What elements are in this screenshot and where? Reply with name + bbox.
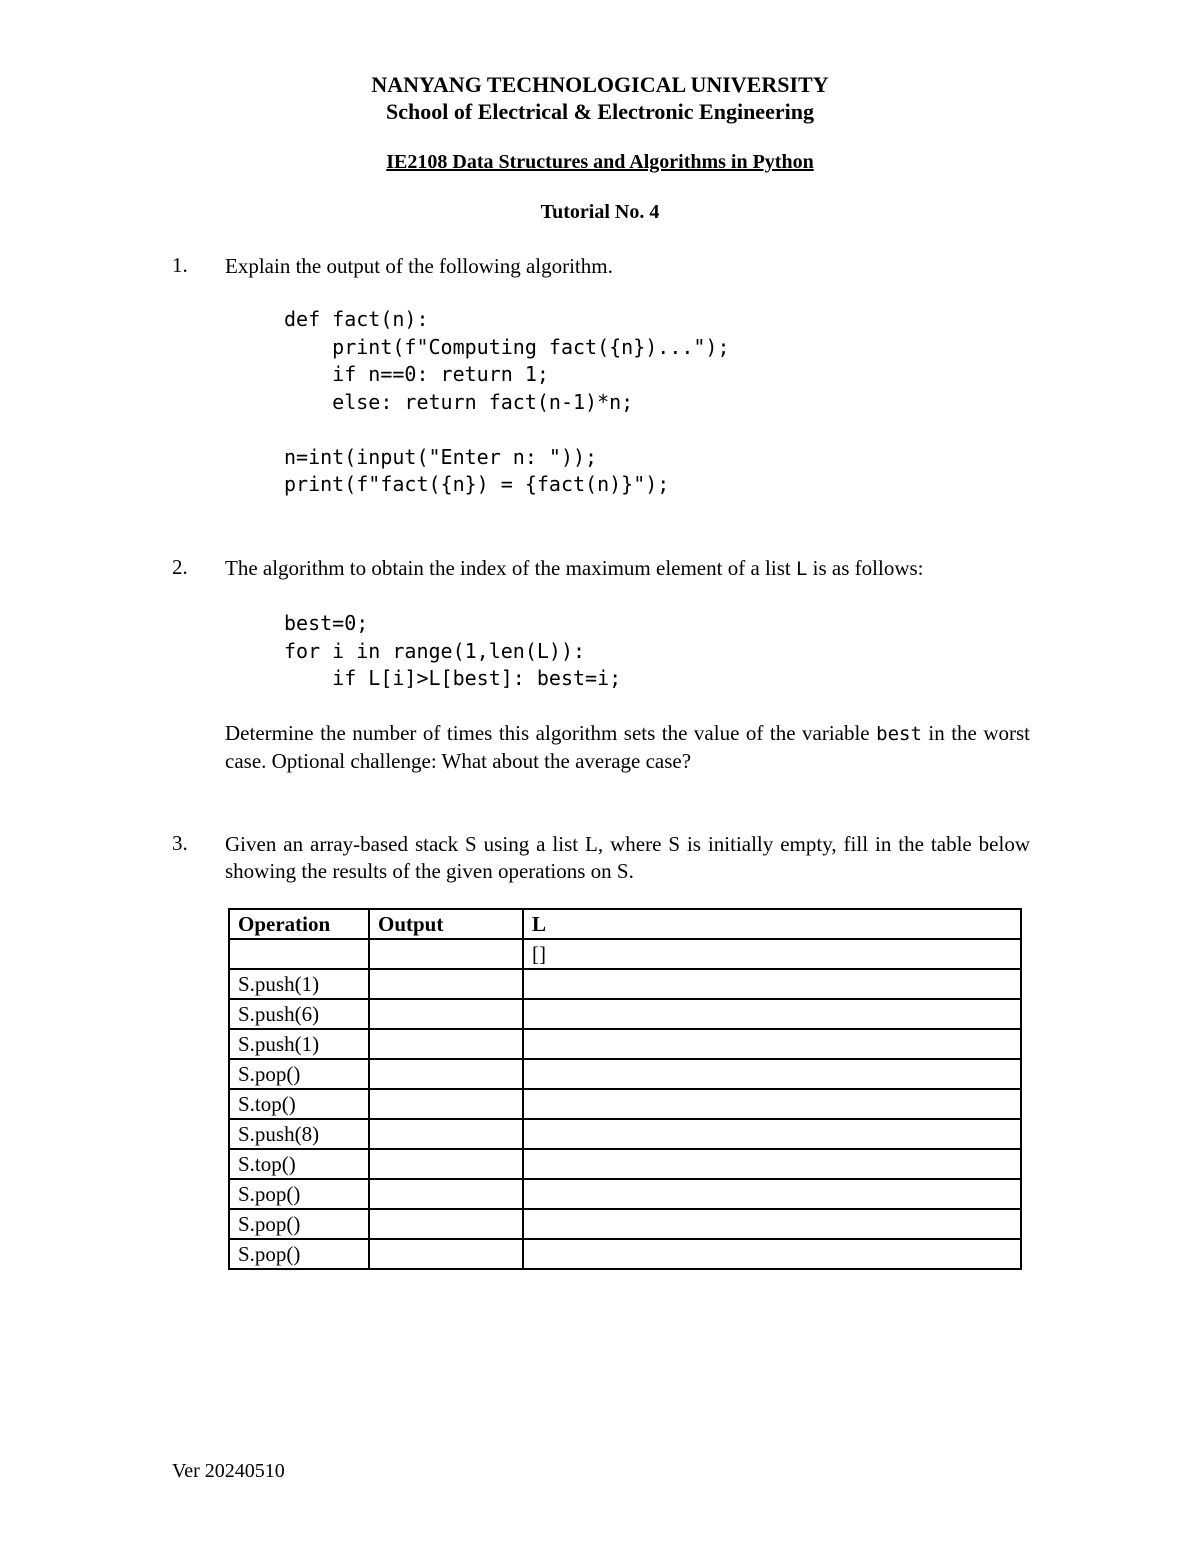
output-cell[interactable]	[369, 1059, 523, 1089]
question-3-text: Given an array-based stack S using a list L, where S is initially empty, fill in the table below showing the results of the given operations on S.	[225, 832, 1030, 883]
question-2-number: 2.	[172, 555, 188, 579]
header-l: L	[523, 909, 1021, 939]
list-cell[interactable]	[523, 1209, 1021, 1239]
operation-cell[interactable]: S.push(1)	[229, 969, 369, 999]
question-2-followup-b: in the worst case. Optional challenge: What about the average case?	[225, 721, 1030, 773]
version-footer: Ver 20240510	[172, 1460, 285, 1482]
question-1-code: def fact(n): print(f"Computing fact({n})..."); if n==0: return 1; else: return fact(n-1)*n; n=int(input("Enter n: ")); print(f"fact({n}) = {fact(n)}");	[284, 307, 730, 496]
operation-cell[interactable]: S.pop()	[229, 1179, 369, 1209]
question-2-var-best: best	[876, 723, 922, 745]
list-cell[interactable]	[523, 1089, 1021, 1119]
operation-cell[interactable]: S.push(1)	[229, 1029, 369, 1059]
question-1-text: Explain the output of the following algorithm.	[225, 254, 613, 278]
course-title-text: IE2108 Data Structures and Algorithms in Python	[386, 151, 814, 173]
output-cell[interactable]	[369, 1089, 523, 1119]
question-2-followup-a: Determine the number of times this algorithm sets the value of the variable	[225, 721, 877, 745]
output-cell[interactable]	[369, 969, 523, 999]
table-row	[229, 1089, 1021, 1119]
operation-cell[interactable]	[229, 939, 369, 969]
header-output: Output	[369, 909, 523, 939]
operation-cell[interactable]: S.push(8)	[229, 1119, 369, 1149]
table-row	[229, 1029, 1021, 1059]
table-row	[229, 1179, 1021, 1209]
question-2-text	[225, 555, 1030, 583]
stack-operations-table	[228, 908, 1022, 1270]
list-cell[interactable]	[523, 1119, 1021, 1149]
course-title	[0, 151, 1200, 174]
table-row	[229, 999, 1021, 1029]
question-2-code: best=0; for i in range(1,len(L)): if L[i]>L[best]: best=i;	[284, 611, 622, 690]
table-row	[229, 969, 1021, 999]
output-cell[interactable]	[369, 999, 523, 1029]
question-3-number: 3.	[172, 831, 188, 855]
table-row	[229, 1059, 1021, 1089]
table-row	[229, 1149, 1021, 1179]
table-row	[229, 1209, 1021, 1239]
output-cell[interactable]	[369, 1029, 523, 1059]
operation-cell[interactable]: S.pop()	[229, 1209, 369, 1239]
question-2-followup	[225, 720, 1030, 775]
header-operation: Operation	[229, 909, 369, 939]
school-name: School of Electrical & Electronic Engineering	[386, 99, 814, 124]
list-cell[interactable]	[523, 1029, 1021, 1059]
university-name: NANYANG TECHNOLOGICAL UNIVERSITY	[371, 72, 829, 97]
output-cell[interactable]	[369, 1149, 523, 1179]
tutorial-number: Tutorial No. 4	[540, 201, 660, 223]
table-header-row	[229, 909, 1021, 939]
list-cell[interactable]	[523, 1179, 1021, 1209]
output-cell[interactable]	[369, 1119, 523, 1149]
operation-cell[interactable]: S.top()	[229, 1149, 369, 1179]
question-2-text-b: is as follows:	[807, 556, 924, 580]
table-row	[229, 1239, 1021, 1269]
question-2-var-l: L	[795, 558, 808, 580]
list-cell[interactable]	[523, 1059, 1021, 1089]
list-cell[interactable]	[523, 1239, 1021, 1269]
operation-cell[interactable]: S.pop()	[229, 1059, 369, 1089]
output-cell[interactable]	[369, 1239, 523, 1269]
list-cell[interactable]	[523, 969, 1021, 999]
table-row	[229, 939, 1021, 969]
operation-cell[interactable]: S.top()	[229, 1089, 369, 1119]
question-2-text-a: The algorithm to obtain the index of the maximum element of a list	[225, 556, 796, 580]
operation-cell[interactable]: S.pop()	[229, 1239, 369, 1269]
output-cell[interactable]	[369, 1179, 523, 1209]
table-row	[229, 1119, 1021, 1149]
operation-cell[interactable]: S.push(6)	[229, 999, 369, 1029]
list-cell[interactable]	[523, 1149, 1021, 1179]
list-cell[interactable]: []	[523, 939, 1021, 969]
question-1-number: 1.	[172, 253, 188, 277]
output-cell[interactable]	[369, 1209, 523, 1239]
output-cell[interactable]	[369, 939, 523, 969]
list-cell[interactable]	[523, 999, 1021, 1029]
